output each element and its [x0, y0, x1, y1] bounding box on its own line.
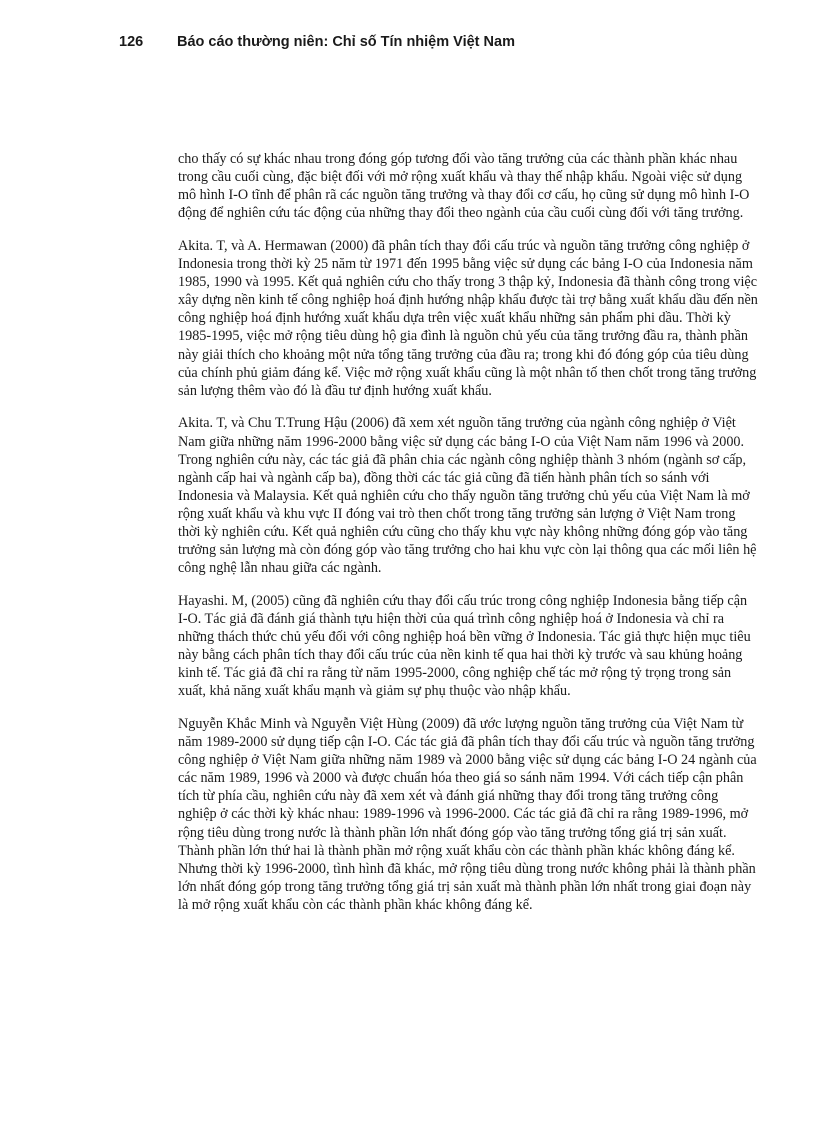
paragraph: cho thấy có sự khác nhau trong đóng góp tương đối vào tăng trưởng của các thành phần khác nhau trong cầu cuối cùng, đặc biệt đối với mở rộng xuất khẩu và thay thế nhập khẩu. Ngoài việc sử dụng mô hình I-O tĩnh để phân rã các nguồn tăng trưởng và thay đổi cơ cấu, họ cũng sử dụng mô hình I-O động để nghiên cứu tác động của những thay đổi theo ngành của cầu cuối cùng đối với tăng trưởng. [178, 151, 750, 222]
running-title: Báo cáo thường niên: Chỉ số Tín nhiệm Việt Nam [177, 34, 515, 50]
page-header [119, 34, 756, 54]
body-text [178, 150, 760, 929]
paragraph: Nguyễn Khắc Minh và Nguyễn Việt Hùng (2009) đã ước lượng nguồn tăng trưởng của Việt Nam từ năm 1989-2000 sử dụng tiếp cận I-O. Các tác giả đã phân tích thay đổi cấu trúc và nguồn tăng trưởng công nghiệp ở Việt Nam giữa những năm 1989 và 2000 bằng việc sử dụng các bảng I-O 24 ngành của các năm 1989, 1996 và 2000 và được chuẩn hóa theo giá so sánh năm 1994. Với cách tiếp cận phân tích từ phía cầu, nghiên cứu này đã xem xét và đánh giá những thay đổi trong tăng trưởng công nghiệp ở các thời kỳ khác nhau: 1989-1996 và 1996-2000. Các tác giả đã chỉ ra rằng 1989-1996, mở rộng tiêu dùng trong nước là thành phần lớn nhất đóng góp vào tăng trưởng tổng giá trị sản xuất. Thành phần lớn thứ hai là thành phần mở rộng xuất khẩu còn các thành phần khác không đáng kể. Nhưng thời kỳ 1996-2000, tình hình đã khác, mở rộng tiêu dùng trong nước không phải là thành phần lớn nhất đóng góp trong tăng trưởng tổng giá trị sản xuất mà thành phần lớn nhất trong giai đoạn này là mở rộng xuất khẩu còn các thành phần khác không đáng kể. [178, 716, 757, 913]
paragraph: Akita. T, và A. Hermawan (2000) đã phân tích thay đổi cấu trúc và nguồn tăng trưởng công nghiệp ở Indonesia trong thời kỳ 25 năm từ 1971 đến 1995 bằng việc sử dụng các bảng I-O của Indonesia năm 1985, 1990 và 1995. Kết quả nghiên cứu cho thấy trong 3 thập kỷ, Indonesia đã thành công trong việc xây dựng nền kinh tế công nghiệp hoá định hướng nhập khẩu được tài trợ bằng xuất khẩu dầu đến nền công nghiệp hoá định hướng xuất khẩu dựa trên việc xuất khẩu những sản phẩm phi dầu. Thời kỳ 1985-1995, việc mở rộng tiêu dùng hộ gia đình là nguồn chủ yếu của tăng trưởng đầu ra, thành phần này giải thích cho khoảng một nửa tổng tăng trưởng của đầu ra; trong khi đó đóng góp của tiêu dùng của chính phủ giảm đáng kể. Việc mở rộng xuất khẩu cũng là một nhân tố then chốt trong tăng trưởng sản lượng thêm vào đó là đầu tư định hướng xuất khẩu. [178, 237, 758, 399]
page-number: 126 [119, 34, 144, 50]
paragraph: Akita. T, và Chu T.Trung Hậu (2006) đã xem xét nguồn tăng trưởng của ngành công nghiệp ở Việt Nam giữa những năm 1996-2000 bằng việc sử dụng các bảng I-O của Việt Nam năm 1996 và 2000. Trong nghiên cứu này, các tác giả đã phân chia các ngành công nghiệp thành 3 nhóm (ngành sơ cấp, ngành cấp hai và ngành cấp ba), đồng thời các tác giả cũng đã tiến hành phân tích so sánh với Indonesia và Malaysia. Kết quả nghiên cứu cho thấy nguồn tăng trưởng chủ yếu của Việt Nam là mở rộng xuất khẩu và khu vực II đóng vai trò then chốt trong tăng trưởng sản lượng ở Việt Nam trong thời kỳ nghiên cứu. Kết quả nghiên cứu cũng cho thấy khu vực này không những đóng góp vào tăng trưởng sản lượng mà còn đóng góp vào tăng trưởng cho hai khu vực còn lại thông qua các mối liên hệ công nghệ lẫn nhau giữa các ngành. [178, 415, 757, 577]
paragraph: Hayashi. M, (2005) cũng đã nghiên cứu thay đổi cấu trúc trong công nghiệp Indonesia bằng tiếp cận I-O. Tác giả đã đánh giá thành tựu hiện thời của quá trình công nghiệp hoá ở Indonesia và chỉ ra những thách thức chủ yếu đối với công nghiệp hoá bền vững ở Indonesia. Tác giả thực hiện mục tiêu này bằng cách phân tích thay đổi cấu trúc của nền kinh tế qua hai thời kỳ trước và sau khủng hoảng kinh tế. Tác giả đã chỉ ra rằng từ năm 1995-2000, công nghiệp chế tác mở rộng tỷ trọng trong sản xuất, khả năng xuất khẩu mạnh và giảm sự phụ thuộc vào nhập khẩu. [178, 592, 751, 700]
